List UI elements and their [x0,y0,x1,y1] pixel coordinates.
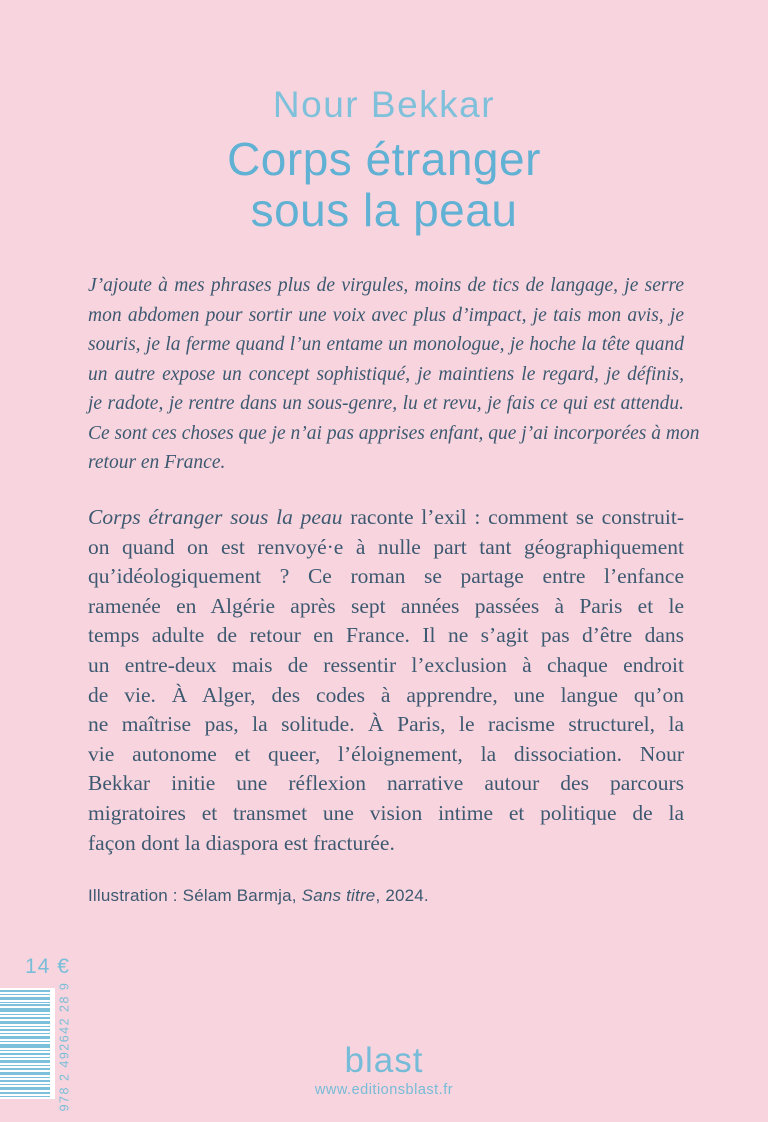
synopsis-line: migratoires et transmet une vision intime et politique de la [88,800,684,825]
illustration-credit-prefix: Illustration : Sélam Barmja, [88,886,302,905]
synopsis-line1-rest: raconte l’exil : comment se construit- [350,505,685,529]
synopsis-line [88,503,684,533]
synopsis-line: temps adulte de retour en France. Il ne s’agit pas d’être dans [88,623,684,648]
illustration-credit-suffix: , 2024. [375,886,429,905]
synopsis-line: ne maîtrise pas, la solitude. À Paris, le racisme structurel, la [88,712,684,737]
excerpt-line: mon abdomen pour sortir une voix avec plus d’impact, je tais mon avis, je [88,304,684,326]
excerpt-line: je radote, je rentre dans un sous-genre, lu et revu, je fais ce qui est attendu. [88,393,684,414]
excerpt-paragraph [88,271,700,478]
synopsis-paragraph [88,503,684,858]
excerpt-line: J’ajoute à mes phrases plus de virgules, moins de tics de langage, je serre [88,275,684,296]
synopsis-line: vie autonome et queer, l’éloignement, la dissociation. Nour [88,741,684,766]
author-name: Nour Bekkar [272,84,496,125]
excerpt-line: retour en France. [88,452,226,473]
synopsis-line: on quand on est renvoyé·e à nulle part tant géographiquement [88,534,684,559]
illustration-work-title: Sans titre [301,886,376,905]
synopsis-line: qu’idéologiquement ? Ce roman se partage entre l’enfance [88,564,684,589]
synopsis-book-title-italic: Corps étranger sous la peau [88,505,343,529]
illustration-credit [88,886,429,906]
synopsis-line: ramenée en Algérie après sept années passées à Paris et le [88,593,684,618]
book-title-line2: sous la peau [250,184,518,236]
synopsis-line: façon dont la diaspora est fracturée. [88,830,395,855]
excerpt-line: Ce sont ces choses que je n’ai pas apprises enfant, que j’ai incorporées à mon [88,422,700,444]
publisher-website: www.editionsblast.fr [314,1082,454,1098]
isbn-number: 978 2 492642 28 9 [57,981,72,1112]
book-title [0,134,768,236]
book-title-line1: Corps étranger [227,133,541,185]
synopsis-line: Bekkar initie une réflexion narrative autour des parcours [88,771,684,796]
excerpt-line: souris, je la ferme quand l’un entame un monologue, je hoche la tête quand [88,334,684,355]
excerpt-line: un autre expose un concept sophistiqué, je maintiens le regard, je définis, [88,363,684,385]
synopsis-line: de vie. À Alger, des codes à apprendre, une langue qu’on [88,682,684,707]
publisher-logo: blast [344,1041,424,1080]
price-label: 14 € [25,955,70,978]
synopsis-line: un entre-deux mais de ressentir l’exclusion à chaque endroit [88,652,684,677]
